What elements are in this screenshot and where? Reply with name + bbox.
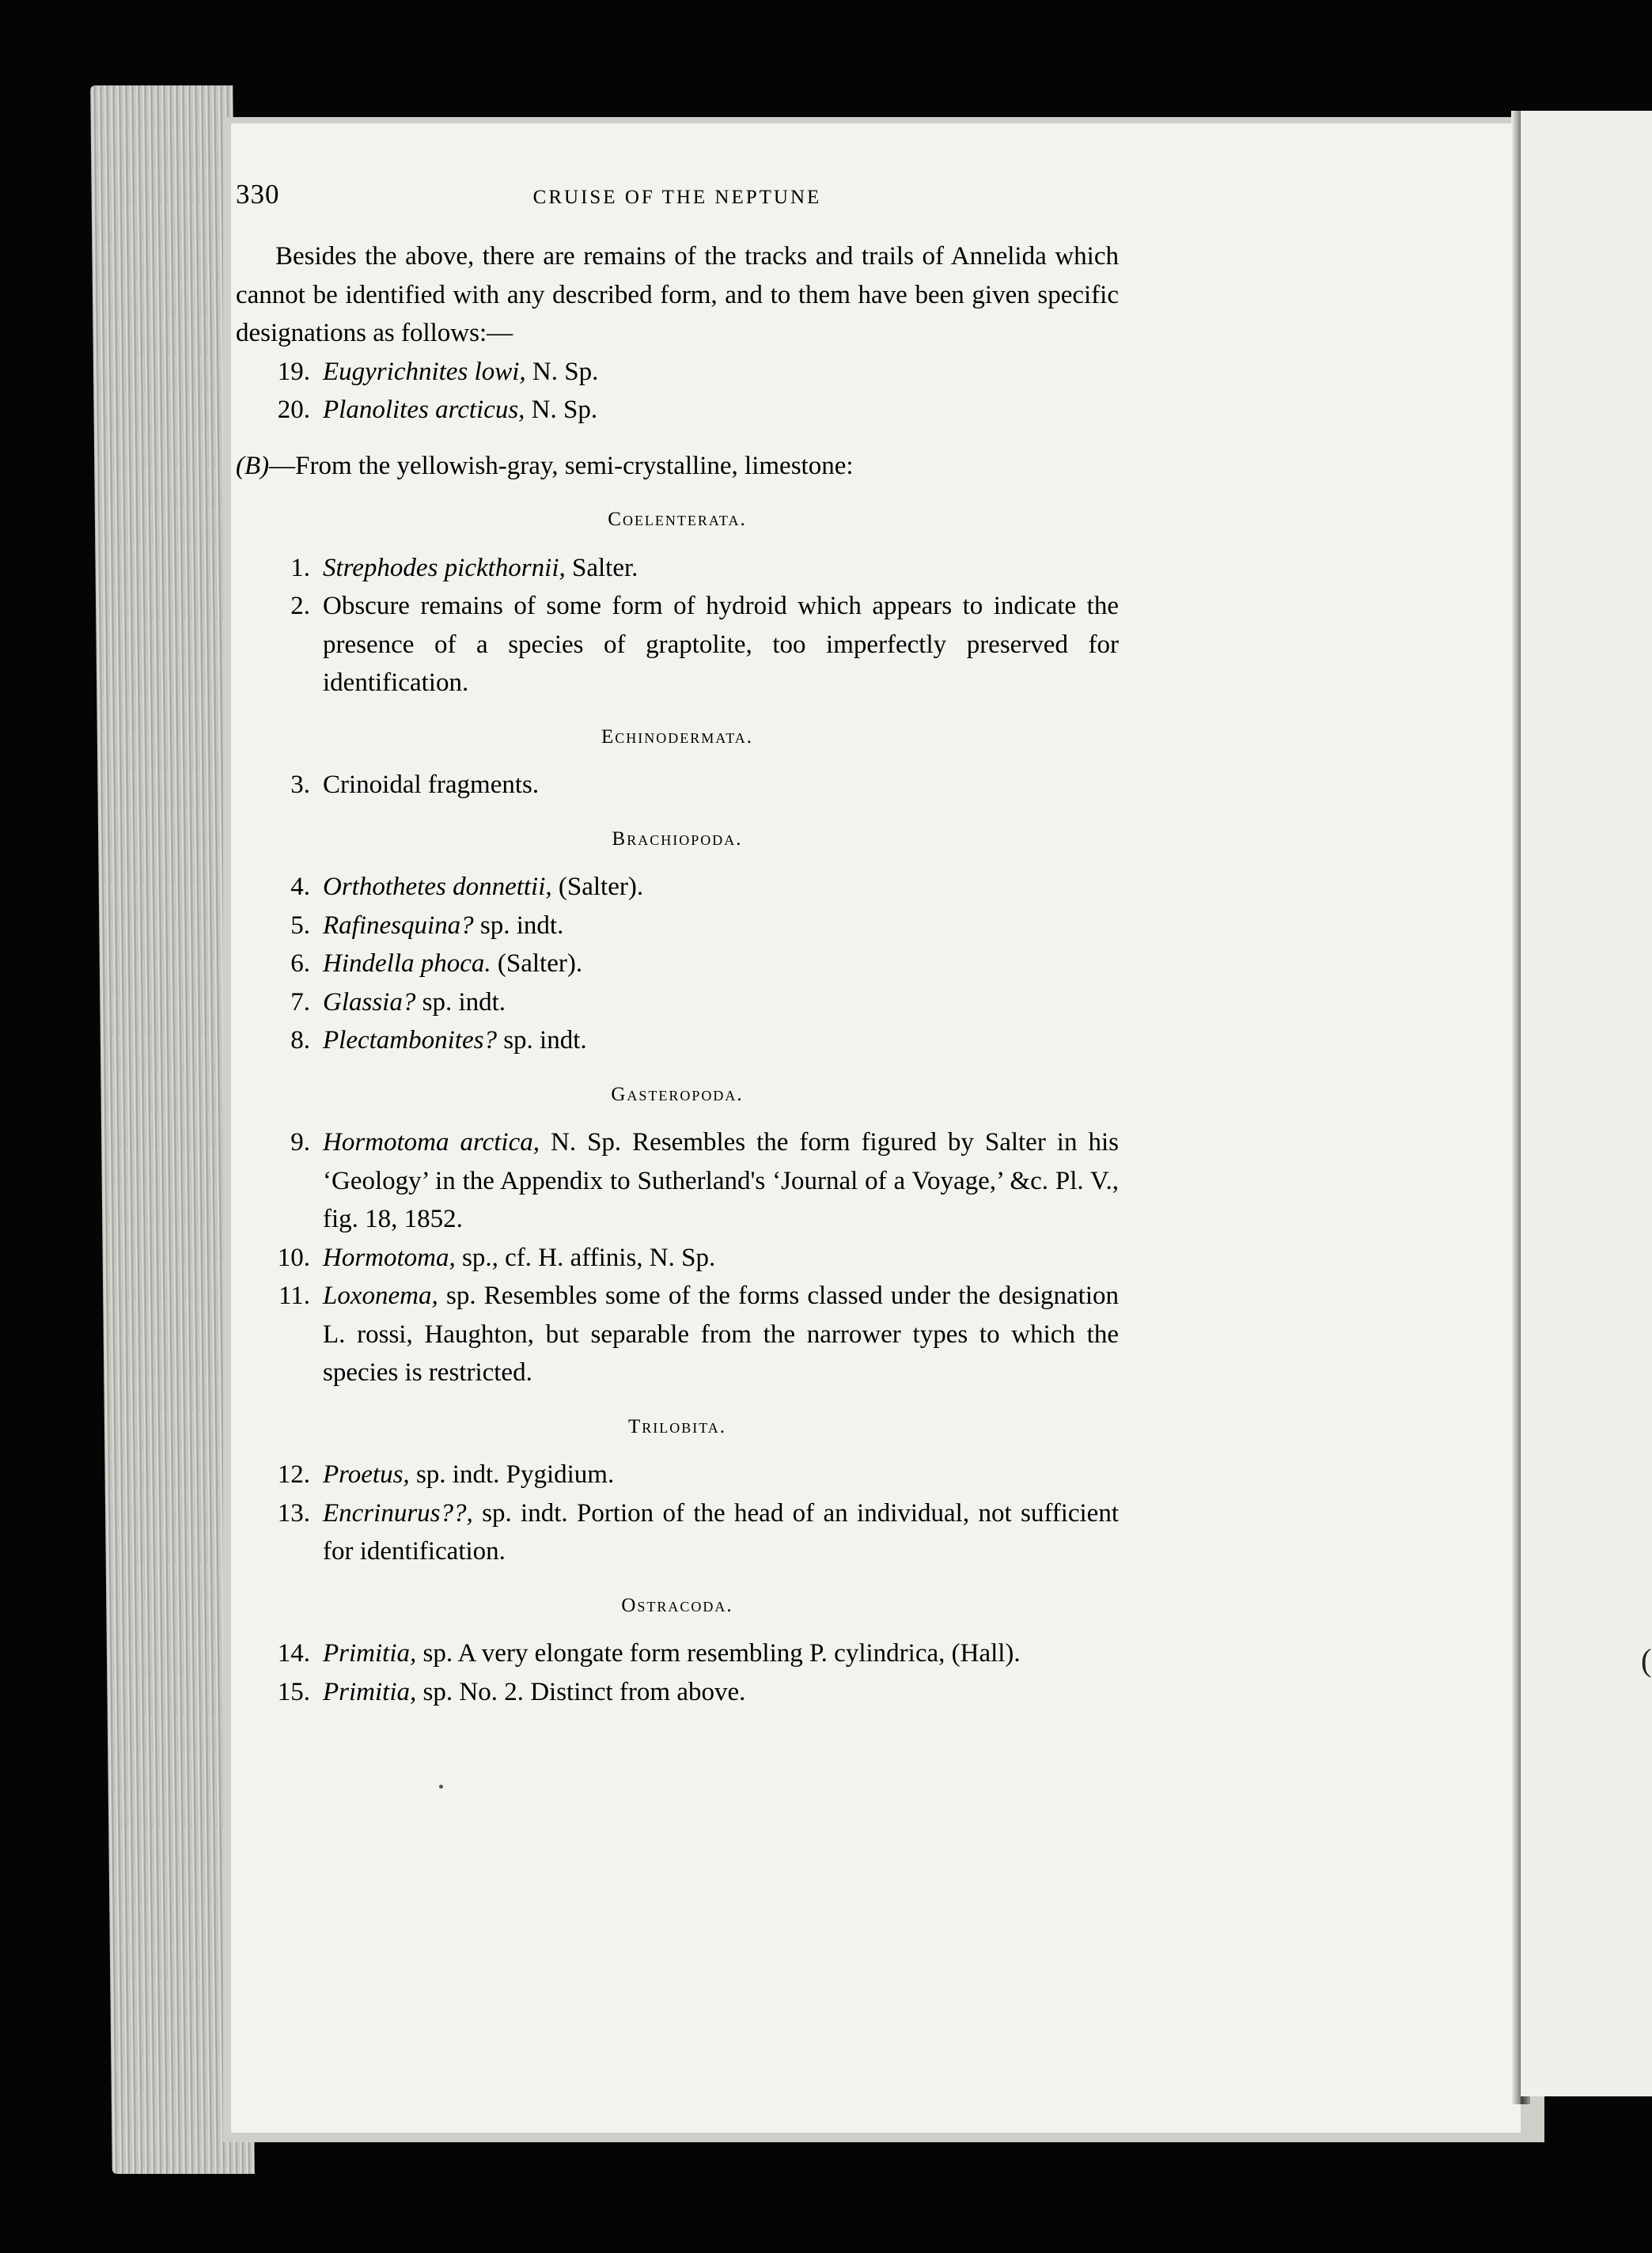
item-description: N. Sp. Resembles the form figured by Salter in his ‘Geology’ in the Appendix to Sutherland's ‘Journal of a Voyage,’ &c. Pl. V., fig. 18, 1852. bbox=[323, 1128, 1119, 1233]
group-heading: Brachiopoda. bbox=[612, 827, 743, 850]
group-heading: Gasteropoda. bbox=[611, 1083, 744, 1105]
list-item bbox=[236, 983, 1119, 1022]
species-name: Rafinesquina? bbox=[323, 911, 474, 940]
item-number: 1. bbox=[290, 553, 310, 582]
item-description: Obscure remains of some form of hydroid which appears to indicate the presence of a species of graptolite, too imperfectly preserved for identification. bbox=[323, 592, 1119, 697]
list-item bbox=[236, 766, 1119, 805]
species-name: Eugyrichnites lowi, bbox=[323, 357, 526, 386]
list-item bbox=[236, 353, 1119, 392]
item-description: sp. indt. bbox=[473, 911, 564, 940]
section-b-label: (B) bbox=[236, 451, 270, 480]
item-number: 15. bbox=[277, 1677, 310, 1706]
page-header bbox=[236, 176, 1119, 223]
page-content bbox=[236, 176, 1119, 1711]
item-description: sp. No. 2. Distinct from above. bbox=[416, 1677, 746, 1706]
species-name: Proetus, bbox=[323, 1460, 410, 1489]
list-item bbox=[236, 945, 1119, 983]
species-name: Primitia, bbox=[323, 1677, 417, 1706]
item-description: sp. indt. Pygidium. bbox=[409, 1460, 615, 1489]
item-number: 13. bbox=[277, 1498, 310, 1528]
item-number: 14. bbox=[277, 1639, 310, 1668]
section-b-line bbox=[236, 447, 1119, 486]
item-description: N. Sp. bbox=[525, 357, 599, 386]
item-number: 20. bbox=[277, 396, 310, 424]
species-name: Hormotoma arctica, bbox=[323, 1128, 540, 1157]
facing-page-fragment: ( bbox=[1641, 1642, 1652, 1678]
item-description: Salter. bbox=[565, 553, 638, 582]
species-name: Glassia? bbox=[323, 987, 416, 1017]
page-number: 330 bbox=[236, 179, 280, 210]
intro-entries bbox=[236, 353, 1119, 430]
intro-paragraph: Besides the above, there are remains of the tracks and trails of Annelida which cannot be identified with any described form, and to them have been given specific designations as follows:— bbox=[236, 242, 1119, 347]
item-number: 4. bbox=[290, 873, 310, 901]
list-item bbox=[236, 1021, 1119, 1060]
species-name: Encrinurus??, bbox=[323, 1498, 473, 1528]
item-number: 7. bbox=[290, 987, 310, 1017]
item-description: (Salter). bbox=[551, 873, 644, 901]
list-item bbox=[236, 1239, 1119, 1278]
species-name: Strephodes pickthornii, bbox=[323, 553, 566, 582]
item-description: N. Sp. bbox=[525, 396, 598, 424]
list-item bbox=[236, 391, 1119, 430]
item-number: 6. bbox=[290, 949, 310, 978]
item-description: sp. indt. Portion of the head of an individual, not sufficient for identification. bbox=[323, 1498, 1119, 1566]
list-item bbox=[236, 868, 1119, 907]
item-description: sp. indt. bbox=[415, 987, 506, 1017]
item-description: sp. Resembles some of the forms classed under the designation L. rossi, Haughton, but separable from the narrower types to which the species is restricted. bbox=[323, 1282, 1119, 1387]
item-description: sp. indt. bbox=[496, 1026, 587, 1055]
list-item bbox=[236, 1277, 1119, 1392]
item-description: Crinoidal fragments. bbox=[323, 771, 540, 799]
species-name: Plectambonites? bbox=[323, 1026, 497, 1055]
group-heading: Echinodermata. bbox=[601, 725, 754, 748]
species-name: Loxonema, bbox=[323, 1282, 438, 1310]
item-number: 11. bbox=[278, 1282, 310, 1310]
item-number: 8. bbox=[290, 1026, 310, 1055]
item-number: 9. bbox=[290, 1128, 310, 1157]
list-item bbox=[236, 549, 1119, 588]
item-number: 2. bbox=[290, 592, 310, 620]
species-name: Hormotoma, bbox=[323, 1243, 456, 1272]
item-number: 10. bbox=[277, 1243, 310, 1272]
list-item bbox=[236, 587, 1119, 702]
list-item bbox=[236, 1634, 1119, 1673]
group-heading: Trilobita. bbox=[627, 1415, 727, 1437]
list-item bbox=[236, 1123, 1119, 1239]
species-name: Orthothetes donnettii, bbox=[323, 873, 552, 901]
species-name: Planolites arcticus, bbox=[323, 396, 525, 424]
species-name: Primitia, bbox=[323, 1639, 417, 1668]
list-item bbox=[236, 907, 1119, 945]
item-number: 5. bbox=[290, 911, 310, 940]
facing-page bbox=[1521, 111, 1652, 2096]
list-item bbox=[236, 1673, 1119, 1712]
item-number: 12. bbox=[277, 1460, 310, 1489]
group-heading: Coelenterata. bbox=[608, 509, 747, 530]
stray-mark bbox=[439, 1785, 443, 1789]
group-heading: Ostracoda. bbox=[621, 1594, 733, 1616]
section-b-text: —From the yellowish-gray, semi-crystalline, limestone: bbox=[269, 451, 854, 480]
item-number: 19. bbox=[277, 357, 310, 386]
item-description: sp., cf. H. affinis, N. Sp. bbox=[455, 1243, 716, 1272]
item-number: 3. bbox=[290, 771, 310, 799]
list-item bbox=[236, 1456, 1119, 1494]
item-description: sp. A very elongate form resembling P. cylindrica, (Hall). bbox=[416, 1639, 1021, 1668]
list-item bbox=[236, 1494, 1119, 1571]
taxon-groups bbox=[236, 501, 1119, 1711]
species-name: Hindella phoca. bbox=[323, 949, 491, 978]
item-description: (Salter). bbox=[491, 949, 583, 978]
running-head: CRUISE OF THE NEPTUNE bbox=[532, 187, 822, 208]
